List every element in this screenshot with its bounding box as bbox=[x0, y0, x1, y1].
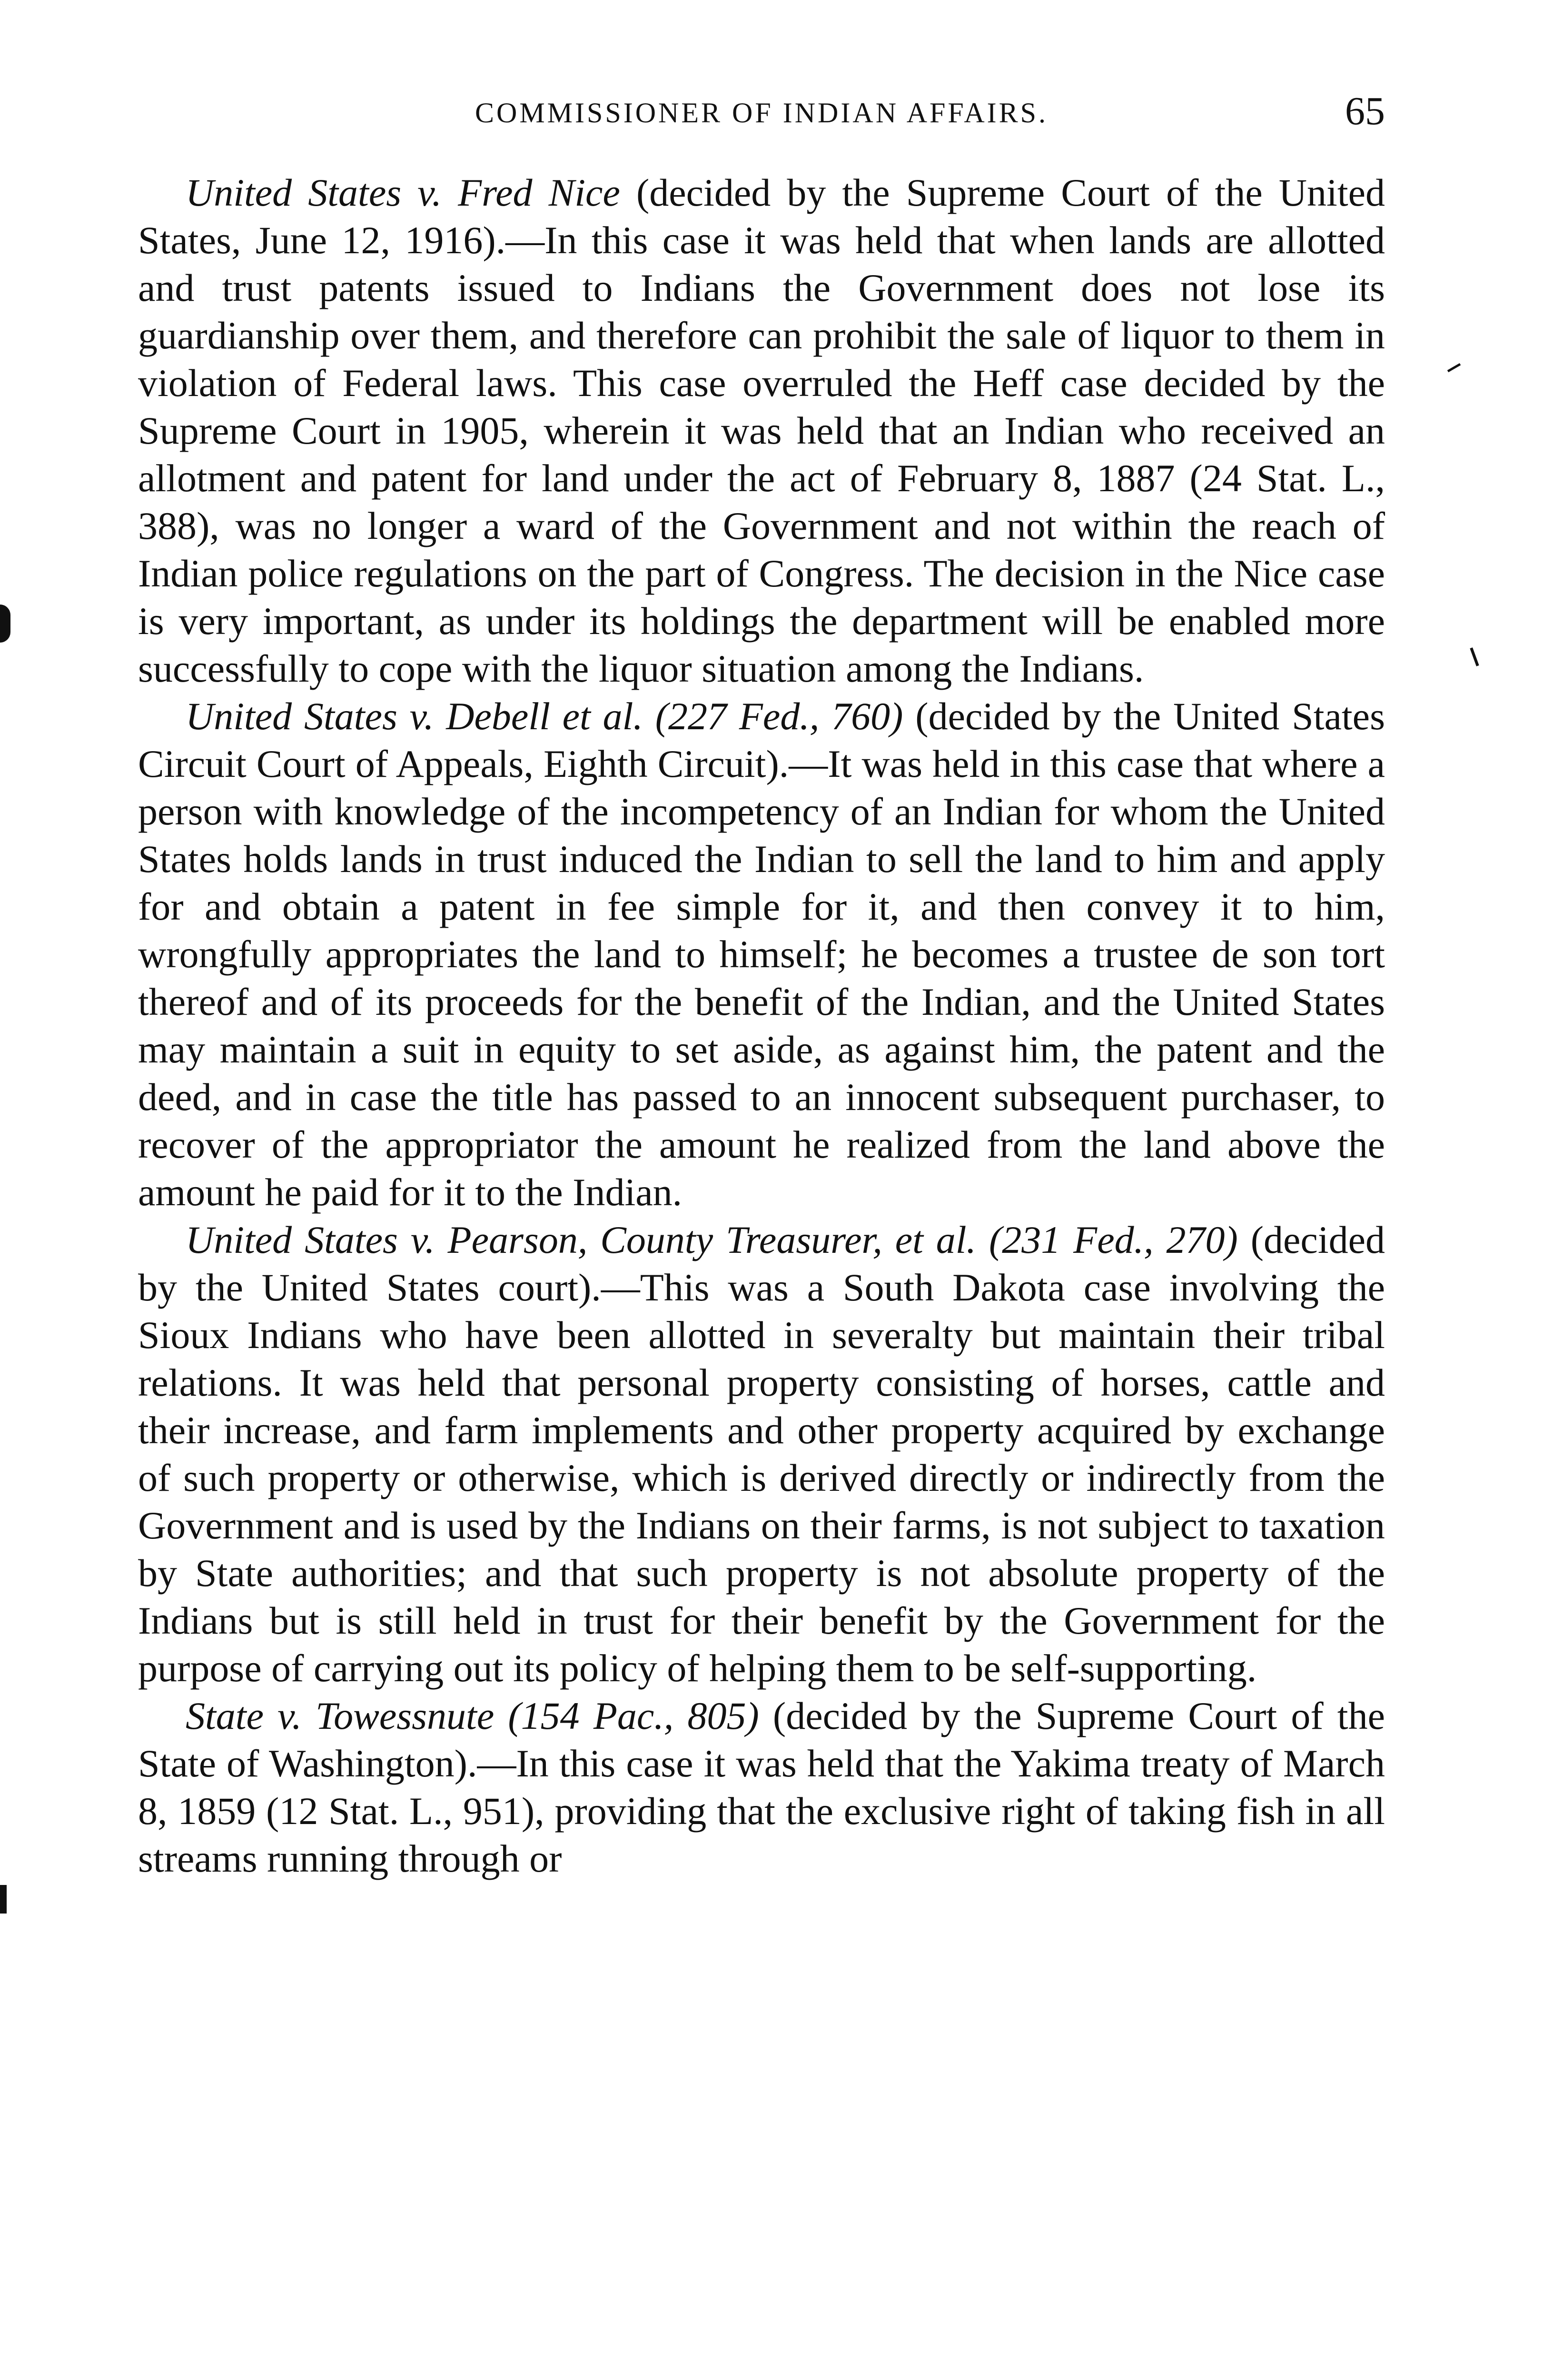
case-paragraph-nice bbox=[138, 169, 1385, 693]
page-number: 65 bbox=[1345, 89, 1385, 133]
margin-mark bbox=[0, 605, 10, 643]
case-paragraph-pearson bbox=[138, 1216, 1385, 1692]
case-body: (decided by the United States court).—This was a South Dakota case involving the Sioux Indians who have been allotted in severalty but maintain their tribal relations. It was held that personal property consisting of horses, cattle and their increase, and farm implements and other property acquired by exchange of such property or otherwise, which is derived directly or indirectly from the Government and is used by the Indians on their farms, is not subject to taxation by State authorities; and that such property is not absolute property of the Indians but is still held in trust for their benefit by the Government for the purpose of carrying out its policy of helping them to be self-supporting. bbox=[138, 1218, 1385, 1690]
margin-mark bbox=[0, 1885, 7, 1914]
case-citation: United States v. Debell et al. (227 Fed., 760) bbox=[186, 694, 903, 738]
case-paragraph-debell bbox=[138, 693, 1385, 1216]
case-citation: United States v. Pearson, County Treasurer, et al. (231 Fed., 270) bbox=[186, 1218, 1238, 1261]
case-body: (decided by the Supreme Court of the United States, June 12, 1916).—In this case it was held that when lands are allotted and trust patents issued to Indians the Government does not lose its guardianship over them, and therefore can prohibit the sale of liquor to them in violation of Federal laws. This case overruled the Heff case decided by the Supreme Court in 1905, wherein it was held that an Indian who received an allotment and patent for land under the act of February 8, 1887 (24 Stat. L., 388), was no longer a ward of the Government and not within the reach of Indian police regulations on the part of Congress. The decision in the Nice case is very important, as under its holdings the department will be enabled more successfully to cope with the liquor situation among the Indians. bbox=[138, 171, 1385, 690]
case-paragraph-towessnute bbox=[138, 1692, 1385, 1883]
case-citation: State v. Towessnute (154 Pac., 805) bbox=[186, 1694, 759, 1737]
running-title: COMMISSIONER OF INDIAN AFFAIRS. bbox=[475, 97, 1049, 129]
margin-mark bbox=[1470, 647, 1479, 666]
case-body: (decided by the Supreme Court of the State of Washington).—In this case it was held that the Yakima treaty of March 8, 1859 (12 Stat. L., 951), providing that the exclusive right of taking fish in all streams running through or bbox=[138, 1694, 1385, 1880]
body-text bbox=[138, 169, 1385, 1883]
case-body: (decided by the United States Circuit Court of Appeals, Eighth Circuit).—It was held in this case that where a person with knowledge of the incompetency of an Indian for whom the United States holds lands in trust induced the Indian to sell the land to him and apply for and obtain a patent in fee simple for it, and then convey it to him, wrongfully appropriates the land to himself; he becomes a trustee de son tort thereof and of its proceeds for the benefit of the Indian, and the United States may maintain a suit in equity to set aside, as against him, the patent and the deed, and in case the title has passed to an innocent subsequent purchaser, to recover of the appropriator the amount he realized from the land above the amount he paid for it to the Indian. bbox=[138, 694, 1385, 1214]
running-head bbox=[138, 88, 1385, 136]
case-citation: United States v. Fred Nice bbox=[186, 171, 620, 214]
margin-mark bbox=[1447, 363, 1461, 372]
